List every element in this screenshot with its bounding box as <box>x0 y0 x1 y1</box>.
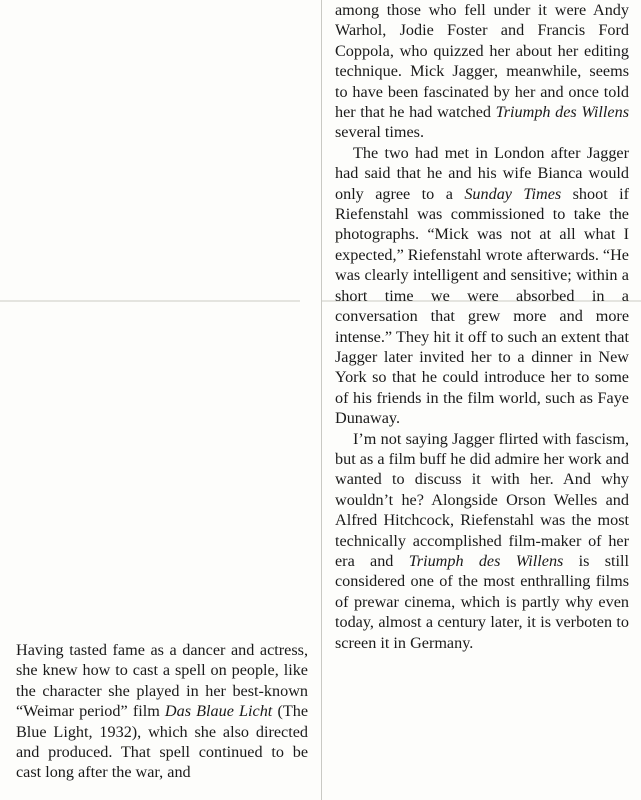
paragraph-text: among those who fell under it were Andy Warhol, Jodie Foster and Francis Ford Coppola, who quizzed her about her editing technique. Mick Jagger, meanwhile, seems to have been fascinated by her and once told her that he had watched <box>335 1 629 122</box>
paragraph-text: (The Blue Light, 1932), which she also directed and produced. That spell continued to be cast long after the war, and <box>16 702 308 782</box>
faint-bleed-line-left <box>0 300 300 302</box>
paragraph-text: The two had met in London after Jagger had said that he and his wife Bianca would only agree to a <box>335 143 629 203</box>
paragraph-text: Having tasted fame as a dancer and actress, she knew how to cast a spell on people, like the character she played in her best-known “Weimar period” film <box>16 641 308 721</box>
publication-title: Sunday Times <box>464 184 562 203</box>
film-title: Das Blaue Licht <box>164 702 273 721</box>
column-divider <box>321 0 322 800</box>
paragraph-fame <box>16 640 308 783</box>
paragraph-fascism <box>335 429 629 653</box>
paragraph-text: is still considered one of the most enthralling films of prewar cinema, which is partly why even today, almost a century later, it is verboten to screen it in Germany. <box>335 551 629 652</box>
left-text-column <box>16 640 308 783</box>
paragraph-text: shoot if Riefenstahl was commissioned to take the photographs. “Mick was not at all what I expected,” Riefenstahl wrote afterwards. “He was clearly intelligent and sensitive; within a short time we were absorbed in a conversation that grew more and more intense.” They hit it off to such an extent that Jagger later invited her to a dinner in New York so that he could introduce her to some of his friends in the film world, such as Faye Dunaway. <box>335 184 630 428</box>
right-text-column <box>335 0 629 653</box>
paragraph-jagger-meeting <box>335 143 629 429</box>
paragraph-admirers <box>335 0 629 143</box>
film-title: Triumph des Willens <box>408 551 564 570</box>
paragraph-text: I’m not saying Jagger flirted with fascism, but as a film buff he did admire her work and wanted to discuss it with her. And why wouldn’t he? Alongside Orson Welles and Alfred Hitchcock, Riefenstahl was the most technically accomplished film-maker of her era and <box>335 429 629 570</box>
film-title: Triumph des Willens <box>495 103 629 122</box>
paragraph-text: several times. <box>335 123 424 142</box>
